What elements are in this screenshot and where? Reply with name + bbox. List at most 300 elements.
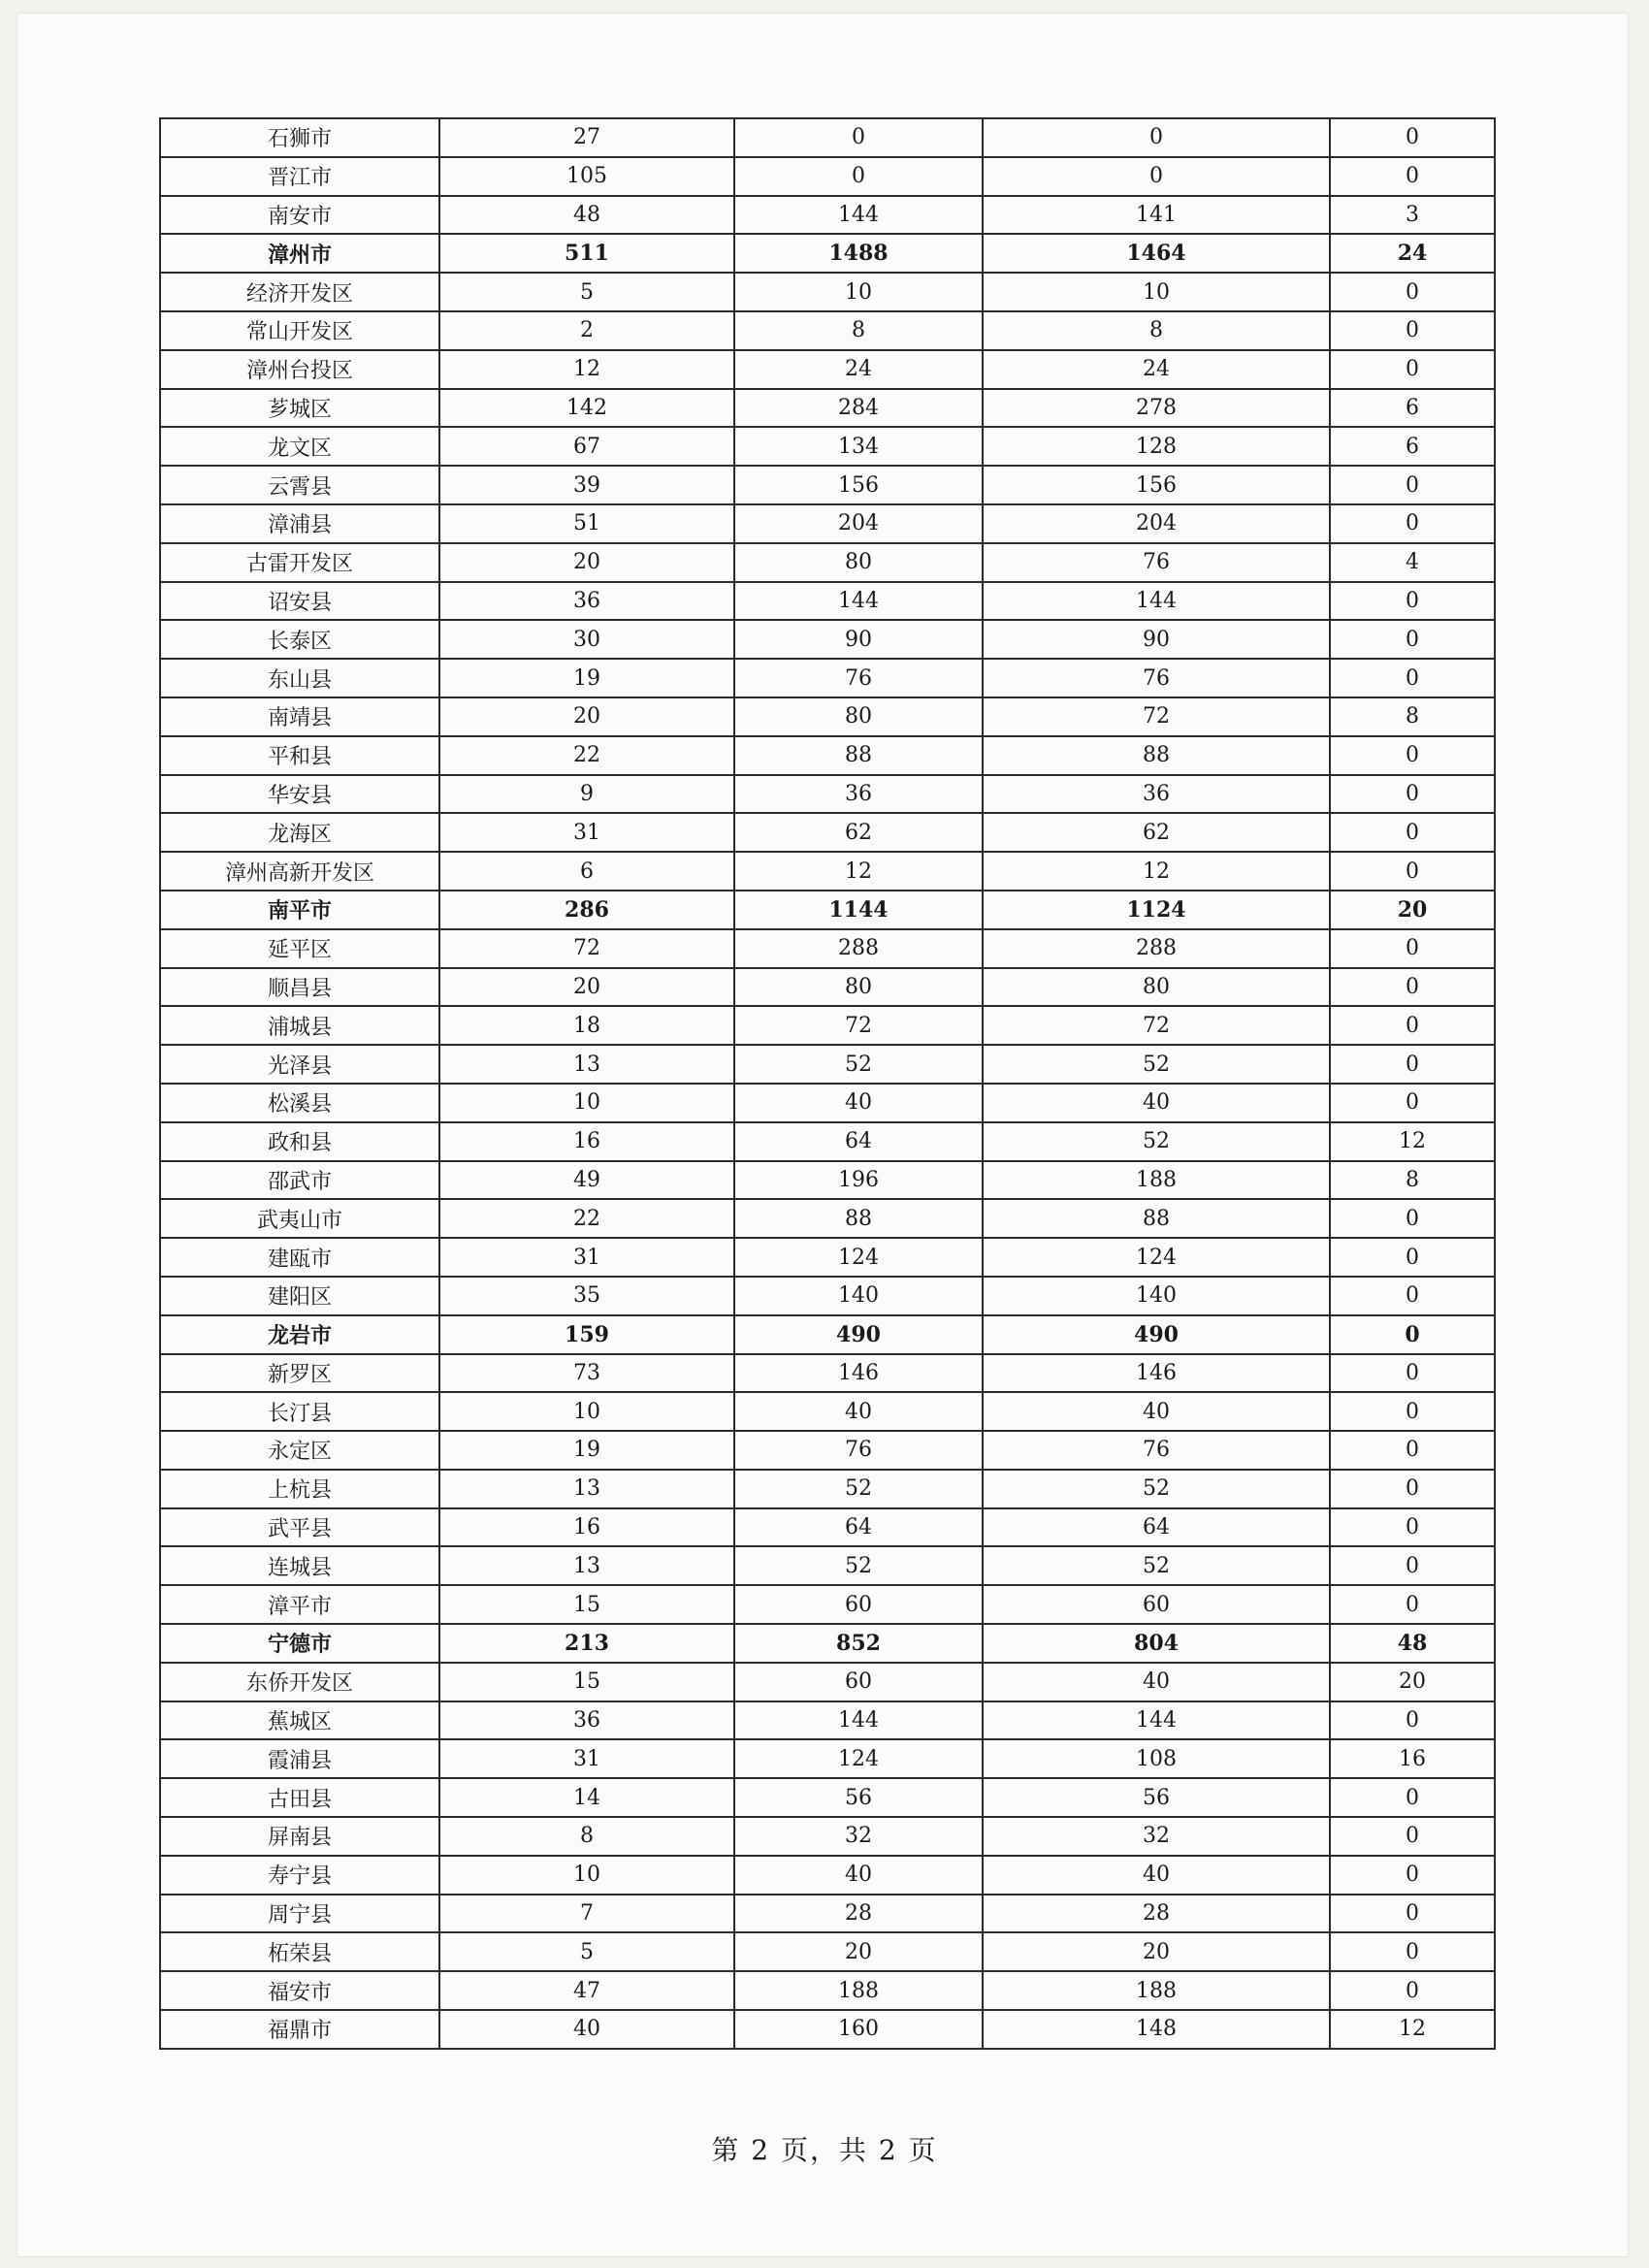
district-name-cell: 顺昌县: [160, 968, 439, 1007]
district-name-cell: 常山开发区: [160, 311, 439, 350]
value-cell-col4: 0: [1330, 1817, 1495, 1856]
value-cell-col4: 0: [1330, 1354, 1495, 1393]
district-name-cell: 漳州台投区: [160, 350, 439, 389]
value-cell-col1: 20: [439, 543, 734, 582]
value-cell-col3: 72: [983, 697, 1330, 736]
value-cell-col3: 188: [983, 1161, 1330, 1200]
table-row: [160, 273, 1495, 311]
value-cell-col4: 8: [1330, 697, 1495, 736]
value-cell-col3: 40: [983, 1663, 1330, 1701]
table-row: [160, 1431, 1495, 1470]
value-cell-col3: 144: [983, 1701, 1330, 1740]
table-row: [160, 1277, 1495, 1315]
document-page: [17, 14, 1628, 2256]
city-name-cell: 龙岩市: [160, 1315, 439, 1354]
district-name-cell: 松溪县: [160, 1084, 439, 1122]
value-cell-col4: 0: [1330, 1006, 1495, 1045]
value-cell-col1: 6: [439, 852, 734, 891]
value-cell-col1: 13: [439, 1546, 734, 1585]
value-cell-col1: 2: [439, 311, 734, 350]
table-row: [160, 775, 1495, 814]
table-row: [160, 968, 1495, 1007]
value-cell-col3: 76: [983, 1431, 1330, 1470]
value-cell-col2: 1144: [734, 891, 983, 929]
value-cell-col4: 8: [1330, 1161, 1495, 1200]
value-cell-col1: 48: [439, 196, 734, 235]
district-name-cell: 南安市: [160, 196, 439, 235]
value-cell-col2: 40: [734, 1084, 983, 1122]
value-cell-col4: 6: [1330, 427, 1495, 466]
district-name-cell: 漳浦县: [160, 504, 439, 543]
value-cell-col3: 40: [983, 1856, 1330, 1895]
value-cell-col1: 30: [439, 620, 734, 659]
value-cell-col2: 88: [734, 736, 983, 775]
district-name-cell: 芗城区: [160, 389, 439, 428]
value-cell-col3: 36: [983, 775, 1330, 814]
value-cell-col3: 278: [983, 389, 1330, 428]
value-cell-col1: 20: [439, 697, 734, 736]
district-name-cell: 武平县: [160, 1508, 439, 1547]
district-name-cell: 屏南县: [160, 1817, 439, 1856]
value-cell-col2: 24: [734, 350, 983, 389]
value-cell-col3: 20: [983, 1932, 1330, 1971]
value-cell-col2: 72: [734, 1006, 983, 1045]
value-cell-col4: 0: [1330, 582, 1495, 621]
district-name-cell: 华安县: [160, 775, 439, 814]
table-row: [160, 1739, 1495, 1778]
value-cell-col3: 10: [983, 273, 1330, 311]
value-cell-col2: 76: [734, 659, 983, 697]
value-cell-col3: 52: [983, 1470, 1330, 1508]
district-name-cell: 古雷开发区: [160, 543, 439, 582]
value-cell-col4: 3: [1330, 196, 1495, 235]
table-row: [160, 1817, 1495, 1856]
value-cell-col4: 48: [1330, 1624, 1495, 1663]
value-cell-col4: 0: [1330, 1932, 1495, 1971]
value-cell-col4: 0: [1330, 1431, 1495, 1470]
table-row: [160, 1354, 1495, 1393]
table-row: [160, 736, 1495, 775]
value-cell-col3: 76: [983, 543, 1330, 582]
table-row: [160, 1895, 1495, 1933]
district-name-cell: 浦城县: [160, 1006, 439, 1045]
value-cell-col2: 88: [734, 1199, 983, 1238]
value-cell-col1: 16: [439, 1508, 734, 1547]
value-cell-col4: 0: [1330, 466, 1495, 504]
table-row-city: [160, 1315, 1495, 1354]
table-row: [160, 1701, 1495, 1740]
table-row: [160, 697, 1495, 736]
value-cell-col1: 27: [439, 118, 734, 157]
value-cell-col2: 36: [734, 775, 983, 814]
value-cell-col3: 52: [983, 1546, 1330, 1585]
city-name-cell: 漳州市: [160, 234, 439, 273]
value-cell-col4: 0: [1330, 1701, 1495, 1740]
value-cell-col1: 9: [439, 775, 734, 814]
value-cell-col3: 490: [983, 1315, 1330, 1354]
value-cell-col2: 196: [734, 1161, 983, 1200]
value-cell-col2: 28: [734, 1895, 983, 1933]
district-name-cell: 武夷山市: [160, 1199, 439, 1238]
value-cell-col3: 72: [983, 1006, 1330, 1045]
district-name-cell: 龙海区: [160, 813, 439, 852]
table-row: [160, 659, 1495, 697]
value-cell-col3: 40: [983, 1392, 1330, 1431]
value-cell-col2: 40: [734, 1392, 983, 1431]
value-cell-col2: 12: [734, 852, 983, 891]
value-cell-col4: 0: [1330, 1971, 1495, 2010]
value-cell-col2: 124: [734, 1238, 983, 1277]
value-cell-col2: 80: [734, 697, 983, 736]
value-cell-col4: 0: [1330, 620, 1495, 659]
value-cell-col3: 80: [983, 968, 1330, 1007]
value-cell-col1: 13: [439, 1045, 734, 1084]
value-cell-col4: 6: [1330, 389, 1495, 428]
value-cell-col2: 40: [734, 1856, 983, 1895]
district-name-cell: 云霄县: [160, 466, 439, 504]
value-cell-col2: 76: [734, 1431, 983, 1470]
value-cell-col1: 18: [439, 1006, 734, 1045]
value-cell-col2: 60: [734, 1663, 983, 1701]
value-cell-col4: 0: [1330, 1895, 1495, 1933]
value-cell-col3: 56: [983, 1778, 1330, 1817]
table-body: [160, 118, 1495, 2049]
value-cell-col4: 0: [1330, 1277, 1495, 1315]
table-row: [160, 582, 1495, 621]
value-cell-col4: 0: [1330, 504, 1495, 543]
value-cell-col3: 12: [983, 852, 1330, 891]
city-name-cell: 宁德市: [160, 1624, 439, 1663]
value-cell-col4: 0: [1330, 1585, 1495, 1624]
table-row: [160, 1663, 1495, 1701]
table-row: [160, 118, 1495, 157]
district-name-cell: 福安市: [160, 1971, 439, 2010]
value-cell-col1: 19: [439, 1431, 734, 1470]
district-name-cell: 诏安县: [160, 582, 439, 621]
value-cell-col3: 88: [983, 1199, 1330, 1238]
value-cell-col1: 105: [439, 157, 734, 196]
district-name-cell: 柘荣县: [160, 1932, 439, 1971]
value-cell-col2: 80: [734, 543, 983, 582]
value-cell-col2: 160: [734, 2010, 983, 2049]
table-row: [160, 1546, 1495, 1585]
value-cell-col1: 31: [439, 1238, 734, 1277]
district-name-cell: 政和县: [160, 1122, 439, 1161]
table-row: [160, 1778, 1495, 1817]
value-cell-col2: 1488: [734, 234, 983, 273]
value-cell-col4: 0: [1330, 813, 1495, 852]
district-name-cell: 霞浦县: [160, 1739, 439, 1778]
value-cell-col4: 0: [1330, 311, 1495, 350]
district-name-cell: 晋江市: [160, 157, 439, 196]
value-cell-col4: 0: [1330, 968, 1495, 1007]
value-cell-col2: 62: [734, 813, 983, 852]
value-cell-col3: 148: [983, 2010, 1330, 2049]
value-cell-col2: 20: [734, 1932, 983, 1971]
city-name-cell: 南平市: [160, 891, 439, 929]
value-cell-col1: 51: [439, 504, 734, 543]
page-number: 第 2 页，共 2 页: [711, 2134, 938, 2166]
value-cell-col3: 60: [983, 1585, 1330, 1624]
value-cell-col3: 141: [983, 196, 1330, 235]
value-cell-col2: 10: [734, 273, 983, 311]
district-name-cell: 龙文区: [160, 427, 439, 466]
value-cell-col3: 88: [983, 736, 1330, 775]
value-cell-col4: 0: [1330, 157, 1495, 196]
value-cell-col3: 144: [983, 582, 1330, 621]
value-cell-col2: 52: [734, 1045, 983, 1084]
value-cell-col4: 0: [1330, 1856, 1495, 1895]
value-cell-col1: 20: [439, 968, 734, 1007]
table-row-city: [160, 1624, 1495, 1663]
district-name-cell: 石狮市: [160, 118, 439, 157]
district-name-cell: 建瓯市: [160, 1238, 439, 1277]
district-name-cell: 经济开发区: [160, 273, 439, 311]
table-row: [160, 157, 1495, 196]
value-cell-col3: 24: [983, 350, 1330, 389]
value-cell-col3: 52: [983, 1045, 1330, 1084]
value-cell-col1: 16: [439, 1122, 734, 1161]
value-cell-col3: 1464: [983, 234, 1330, 273]
table-row: [160, 1508, 1495, 1547]
district-name-cell: 长汀县: [160, 1392, 439, 1431]
value-cell-col2: 32: [734, 1817, 983, 1856]
value-cell-col2: 52: [734, 1546, 983, 1585]
value-cell-col3: 156: [983, 466, 1330, 504]
value-cell-col4: 0: [1330, 929, 1495, 968]
value-cell-col4: 0: [1330, 1315, 1495, 1354]
value-cell-col4: 20: [1330, 891, 1495, 929]
district-name-cell: 长泰区: [160, 620, 439, 659]
table-row: [160, 196, 1495, 235]
value-cell-col4: 0: [1330, 852, 1495, 891]
value-cell-col2: 188: [734, 1971, 983, 2010]
value-cell-col3: 0: [983, 157, 1330, 196]
value-cell-col3: 204: [983, 504, 1330, 543]
table-row: [160, 1392, 1495, 1431]
district-name-cell: 南靖县: [160, 697, 439, 736]
district-name-cell: 漳平市: [160, 1585, 439, 1624]
table-row: [160, 852, 1495, 891]
value-cell-col1: 47: [439, 1971, 734, 2010]
table-row: [160, 1199, 1495, 1238]
table-row: [160, 427, 1495, 466]
value-cell-col4: 0: [1330, 118, 1495, 157]
value-cell-col1: 5: [439, 273, 734, 311]
value-cell-col1: 19: [439, 659, 734, 697]
value-cell-col1: 10: [439, 1856, 734, 1895]
value-cell-col1: 10: [439, 1392, 734, 1431]
district-name-cell: 平和县: [160, 736, 439, 775]
table-row: [160, 929, 1495, 968]
value-cell-col1: 40: [439, 2010, 734, 2049]
district-name-cell: 周宁县: [160, 1895, 439, 1933]
value-cell-col1: 13: [439, 1470, 734, 1508]
value-cell-col3: 140: [983, 1277, 1330, 1315]
value-cell-col1: 31: [439, 813, 734, 852]
value-cell-col1: 36: [439, 1701, 734, 1740]
value-cell-col1: 67: [439, 427, 734, 466]
allocation-table: [159, 117, 1496, 2050]
value-cell-col1: 15: [439, 1663, 734, 1701]
table-row: [160, 1971, 1495, 2010]
table-row: [160, 1932, 1495, 1971]
district-name-cell: 永定区: [160, 1431, 439, 1470]
value-cell-col2: 284: [734, 389, 983, 428]
district-name-cell: 光泽县: [160, 1045, 439, 1084]
table-row-city: [160, 234, 1495, 273]
value-cell-col4: 0: [1330, 1199, 1495, 1238]
table-row: [160, 1045, 1495, 1084]
value-cell-col4: 0: [1330, 775, 1495, 814]
table-row-city: [160, 891, 1495, 929]
value-cell-col2: 0: [734, 157, 983, 196]
table-row: [160, 813, 1495, 852]
table-row: [160, 311, 1495, 350]
value-cell-col1: 22: [439, 736, 734, 775]
value-cell-col2: 80: [734, 968, 983, 1007]
value-cell-col2: 144: [734, 196, 983, 235]
value-cell-col3: 108: [983, 1739, 1330, 1778]
district-name-cell: 上杭县: [160, 1470, 439, 1508]
value-cell-col1: 213: [439, 1624, 734, 1663]
value-cell-col1: 22: [439, 1199, 734, 1238]
value-cell-col3: 804: [983, 1624, 1330, 1663]
table-row: [160, 466, 1495, 504]
district-name-cell: 漳州高新开发区: [160, 852, 439, 891]
value-cell-col1: 31: [439, 1739, 734, 1778]
value-cell-col1: 36: [439, 582, 734, 621]
value-cell-col3: 8: [983, 311, 1330, 350]
value-cell-col2: 144: [734, 582, 983, 621]
value-cell-col1: 12: [439, 350, 734, 389]
value-cell-col1: 10: [439, 1084, 734, 1122]
value-cell-col3: 40: [983, 1084, 1330, 1122]
value-cell-col2: 490: [734, 1315, 983, 1354]
table-row: [160, 1122, 1495, 1161]
table-row: [160, 2010, 1495, 2049]
value-cell-col4: 0: [1330, 1084, 1495, 1122]
table-row: [160, 1585, 1495, 1624]
value-cell-col1: 286: [439, 891, 734, 929]
value-cell-col3: 0: [983, 118, 1330, 157]
value-cell-col2: 60: [734, 1585, 983, 1624]
value-cell-col1: 35: [439, 1277, 734, 1315]
value-cell-col1: 73: [439, 1354, 734, 1393]
value-cell-col4: 0: [1330, 659, 1495, 697]
value-cell-col3: 188: [983, 1971, 1330, 2010]
value-cell-col1: 142: [439, 389, 734, 428]
value-cell-col3: 32: [983, 1817, 1330, 1856]
district-name-cell: 连城县: [160, 1546, 439, 1585]
value-cell-col4: 0: [1330, 1778, 1495, 1817]
district-name-cell: 寿宁县: [160, 1856, 439, 1895]
value-cell-col1: 39: [439, 466, 734, 504]
value-cell-col2: 140: [734, 1277, 983, 1315]
value-cell-col3: 64: [983, 1508, 1330, 1547]
value-cell-col2: 52: [734, 1470, 983, 1508]
table-row: [160, 1084, 1495, 1122]
table-row: [160, 1470, 1495, 1508]
value-cell-col3: 52: [983, 1122, 1330, 1161]
value-cell-col2: 90: [734, 620, 983, 659]
value-cell-col2: 146: [734, 1354, 983, 1393]
value-cell-col4: 20: [1330, 1663, 1495, 1701]
table-row: [160, 504, 1495, 543]
district-name-cell: 东山县: [160, 659, 439, 697]
value-cell-col4: 0: [1330, 1470, 1495, 1508]
value-cell-col1: 159: [439, 1315, 734, 1354]
table-row: [160, 350, 1495, 389]
value-cell-col1: 14: [439, 1778, 734, 1817]
value-cell-col1: 5: [439, 1932, 734, 1971]
value-cell-col2: 204: [734, 504, 983, 543]
value-cell-col1: 7: [439, 1895, 734, 1933]
value-cell-col2: 64: [734, 1122, 983, 1161]
table-row: [160, 543, 1495, 582]
value-cell-col4: 16: [1330, 1739, 1495, 1778]
value-cell-col4: 0: [1330, 1045, 1495, 1084]
district-name-cell: 延平区: [160, 929, 439, 968]
value-cell-col2: 144: [734, 1701, 983, 1740]
value-cell-col3: 76: [983, 659, 1330, 697]
value-cell-col2: 288: [734, 929, 983, 968]
value-cell-col1: 15: [439, 1585, 734, 1624]
value-cell-col1: 49: [439, 1161, 734, 1200]
value-cell-col4: 0: [1330, 1546, 1495, 1585]
district-name-cell: 东侨开发区: [160, 1663, 439, 1701]
district-name-cell: 建阳区: [160, 1277, 439, 1315]
value-cell-col4: 12: [1330, 2010, 1495, 2049]
value-cell-col3: 62: [983, 813, 1330, 852]
value-cell-col2: 156: [734, 466, 983, 504]
value-cell-col1: 511: [439, 234, 734, 273]
value-cell-col1: 72: [439, 929, 734, 968]
value-cell-col4: 4: [1330, 543, 1495, 582]
value-cell-col2: 852: [734, 1624, 983, 1663]
table-row: [160, 620, 1495, 659]
value-cell-col3: 28: [983, 1895, 1330, 1933]
table-row: [160, 1006, 1495, 1045]
district-name-cell: 新罗区: [160, 1354, 439, 1393]
value-cell-col2: 56: [734, 1778, 983, 1817]
value-cell-col2: 8: [734, 311, 983, 350]
value-cell-col4: 12: [1330, 1122, 1495, 1161]
value-cell-col3: 1124: [983, 891, 1330, 929]
value-cell-col4: 0: [1330, 350, 1495, 389]
value-cell-col3: 124: [983, 1238, 1330, 1277]
value-cell-col4: 0: [1330, 273, 1495, 311]
value-cell-col4: 24: [1330, 234, 1495, 273]
value-cell-col4: 0: [1330, 1238, 1495, 1277]
table-row: [160, 389, 1495, 428]
value-cell-col2: 0: [734, 118, 983, 157]
value-cell-col3: 146: [983, 1354, 1330, 1393]
value-cell-col3: 288: [983, 929, 1330, 968]
table-row: [160, 1161, 1495, 1200]
table-row: [160, 1856, 1495, 1895]
value-cell-col4: 0: [1330, 736, 1495, 775]
district-name-cell: 古田县: [160, 1778, 439, 1817]
value-cell-col2: 134: [734, 427, 983, 466]
district-name-cell: 福鼎市: [160, 2010, 439, 2049]
district-name-cell: 蕉城区: [160, 1701, 439, 1740]
table-row: [160, 1238, 1495, 1277]
district-name-cell: 邵武市: [160, 1161, 439, 1200]
value-cell-col4: 0: [1330, 1508, 1495, 1547]
value-cell-col1: 8: [439, 1817, 734, 1856]
value-cell-col2: 124: [734, 1739, 983, 1778]
